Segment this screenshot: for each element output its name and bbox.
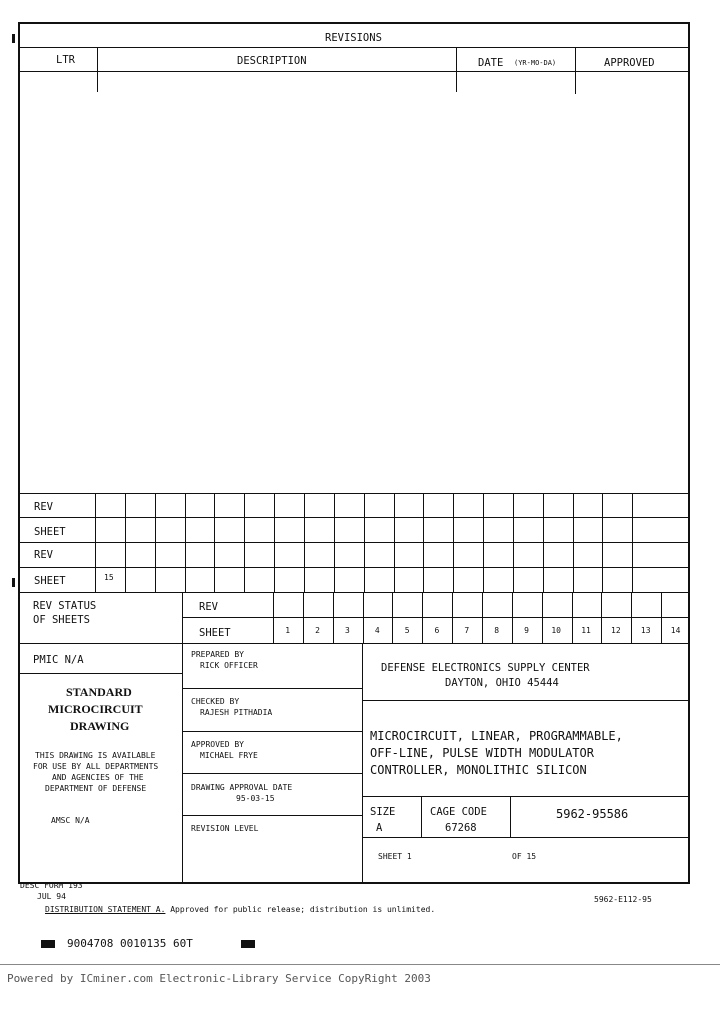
checked-bottom-line xyxy=(182,731,362,732)
standard-line1: STANDARD xyxy=(66,685,132,699)
title-bottom-line xyxy=(362,796,690,797)
rev-status-sheet-1: 1 xyxy=(285,626,291,635)
lower-grid-col-line-6 xyxy=(452,592,453,643)
form-reference: 5962-E112-95 xyxy=(594,895,652,904)
document-number: 5962-95586 xyxy=(556,807,629,821)
lower-grid-col-line-4 xyxy=(392,592,393,643)
rev-status-rev-label: REV xyxy=(199,601,218,613)
upper-grid-col-line-10 xyxy=(394,493,395,592)
revisions-title: REVISIONS xyxy=(325,32,382,44)
upper-grid-col-line-18 xyxy=(632,493,633,592)
upper-grid-row-line-3 xyxy=(20,567,690,568)
revisions-title-line xyxy=(20,47,690,48)
approval-date-bottom-line xyxy=(182,815,362,816)
title-line3: CONTROLLER, MONOLITHIC SILICON xyxy=(370,763,587,777)
revisions-col-description: DESCRIPTION xyxy=(237,55,307,67)
lower-grid-label-divider xyxy=(273,592,274,643)
approval-date-value: 95-03-15 xyxy=(236,794,275,803)
upper-grid-col-line-17 xyxy=(602,493,603,592)
barcode-block-right xyxy=(241,940,255,948)
mid-section-divider xyxy=(362,643,363,882)
approved-label: APPROVED BY xyxy=(191,740,244,749)
upper-grid-col-line-11 xyxy=(423,493,424,592)
size-label: SIZE xyxy=(370,806,396,818)
upper-grid-col-line-16 xyxy=(573,493,574,592)
revisions-col-approved: APPROVED xyxy=(604,57,655,69)
rev-status-sheet-12: 12 xyxy=(611,626,621,635)
rev-status-sheet-13: 13 xyxy=(640,626,651,635)
left-section-divider xyxy=(182,592,183,882)
upper-grid-col-line-12 xyxy=(453,493,454,592)
lower-grid-col-line-5 xyxy=(422,592,423,643)
grid-rev-label-1: REV xyxy=(34,501,53,513)
agency-line1: DEFENSE ELECTRONICS SUPPLY CENTER xyxy=(381,662,590,674)
rev-status-sheet-14: 14 xyxy=(670,626,681,635)
prepared-bottom-line xyxy=(182,688,362,689)
rev-status-sheet-7: 7 xyxy=(464,626,470,635)
lower-grid-col-line-7 xyxy=(482,592,483,643)
sheet-of: OF 15 xyxy=(512,852,537,861)
agency-bottom-line xyxy=(362,700,690,701)
upper-grid-row-line-4 xyxy=(20,592,690,593)
revisions-col-date: DATE xyxy=(478,57,504,69)
checked-name: RAJESH PITHADIA xyxy=(200,708,273,717)
upper-grid-col-line-4 xyxy=(214,493,215,592)
upper-grid-row-line-1 xyxy=(20,517,690,518)
distribution-text: Approved for public release; distribution is unlimited. xyxy=(165,905,436,914)
upper-grid-col-line-2 xyxy=(155,493,156,592)
size-cage-divider xyxy=(421,796,422,837)
rev-status-sheet-2: 2 xyxy=(315,626,320,635)
pmic-bottom-line xyxy=(20,673,182,674)
cage-value: 67268 xyxy=(445,822,477,834)
pmic-label: PMIC N/A xyxy=(33,654,84,666)
rev-status-sheet-11: 11 xyxy=(581,626,591,635)
revisions-header-line xyxy=(20,71,690,72)
rev-status-sheet-8: 8 xyxy=(494,626,500,635)
revision-level-label: REVISION LEVEL xyxy=(191,824,259,833)
rev-status-sheet-10: 10 xyxy=(551,626,561,635)
upper-grid-col-line-7 xyxy=(304,493,305,592)
avail-line3: AND AGENCIES OF THE xyxy=(52,773,144,782)
upper-grid-col-line-14 xyxy=(513,493,514,592)
lower-grid-col-line-11 xyxy=(601,592,602,643)
size-bottom-line xyxy=(362,837,690,838)
grid-sheet-15: 15 xyxy=(104,573,114,582)
form-number-line1: DESC FORM 193 xyxy=(20,881,83,890)
binder-mark-bottom xyxy=(12,578,15,587)
upper-grid-row-line-2 xyxy=(20,542,690,543)
rev-status-sheet-label: SHEET xyxy=(199,627,231,639)
revisions-col-line-1 xyxy=(97,47,98,92)
barcode-text: 9004708 0010135 60T xyxy=(67,937,193,950)
upper-grid-col-line-0 xyxy=(95,493,96,592)
rev-status-line2: OF SHEETS xyxy=(33,614,90,626)
upper-grid-col-line-9 xyxy=(364,493,365,592)
lower-grid-col-line-8 xyxy=(512,592,513,643)
lower-grid-mid-line xyxy=(182,617,690,618)
rev-status-sheet-9: 9 xyxy=(524,626,529,635)
pmic-top-line xyxy=(20,643,690,644)
footer-rule xyxy=(0,964,720,965)
lower-grid-col-line-3 xyxy=(363,592,364,643)
form-number-line2: JUL 94 xyxy=(37,892,66,901)
upper-grid-col-line-5 xyxy=(244,493,245,592)
approved-bottom-line xyxy=(182,773,362,774)
revisions-col-line-3 xyxy=(575,47,576,94)
rev-status-sheet-3: 3 xyxy=(345,626,350,635)
standard-line2: MICROCIRCUIT xyxy=(48,702,143,716)
upper-grid-row-line-0 xyxy=(20,493,690,494)
rev-status-line1: REV STATUS xyxy=(33,600,97,612)
lower-grid-col-line-13 xyxy=(661,592,662,643)
distribution-statement xyxy=(45,906,435,914)
prepared-label: PREPARED BY xyxy=(191,650,244,659)
cage-label: CAGE CODE xyxy=(430,806,487,818)
standard-line3: DRAWING xyxy=(70,719,130,733)
prepared-name: RICK OFFICER xyxy=(200,661,258,670)
cage-doc-divider xyxy=(510,796,511,837)
lower-grid-col-line-12 xyxy=(631,592,632,643)
upper-grid-col-line-15 xyxy=(543,493,544,592)
rev-status-sheet-5: 5 xyxy=(404,626,410,635)
rev-status-sheet-6: 6 xyxy=(434,626,440,635)
title-line2: OFF-LINE, PULSE WIDTH MODULATOR xyxy=(370,746,594,760)
avail-line4: DEPARTMENT OF DEFENSE xyxy=(45,784,147,793)
lower-grid-col-line-10 xyxy=(572,592,573,643)
amsc-label: AMSC N/A xyxy=(51,816,90,825)
barcode-block-left xyxy=(41,940,55,948)
upper-grid-col-line-3 xyxy=(185,493,186,592)
binder-mark-top xyxy=(12,34,15,43)
agency-line2: DAYTON, OHIO 45444 xyxy=(445,677,559,689)
upper-grid-col-line-13 xyxy=(483,493,484,592)
grid-rev-label-2: REV xyxy=(34,549,53,561)
grid-sheet-label-1: SHEET xyxy=(34,526,66,538)
upper-grid-col-line-6 xyxy=(274,493,275,592)
distribution-label: DISTRIBUTION STATEMENT A. xyxy=(45,905,166,914)
powered-by-text: Powered by ICminer.com Electronic-Library Service CopyRight 2003 xyxy=(7,972,431,985)
checked-label: CHECKED BY xyxy=(191,697,240,706)
avail-line2: FOR USE BY ALL DEPARTMENTS xyxy=(33,762,159,771)
grid-sheet-label-2: SHEET xyxy=(34,575,66,587)
upper-grid-col-line-8 xyxy=(334,493,335,592)
lower-grid-col-line-1 xyxy=(303,592,304,643)
lower-grid-col-line-2 xyxy=(333,592,334,643)
approved-name: MICHAEL FRYE xyxy=(200,751,258,760)
rev-status-sheet-4: 4 xyxy=(374,626,380,635)
title-line1: MICROCIRCUIT, LINEAR, PROGRAMMABLE, xyxy=(370,729,623,743)
lower-grid-col-line-9 xyxy=(542,592,543,643)
size-value: A xyxy=(376,822,383,834)
revisions-col-line-2 xyxy=(456,47,457,92)
sheet-number: SHEET 1 xyxy=(378,852,412,861)
upper-grid-col-line-1 xyxy=(125,493,126,592)
approval-date-label: DRAWING APPROVAL DATE xyxy=(191,783,293,792)
avail-line1: THIS DRAWING IS AVAILABLE xyxy=(35,751,156,760)
revisions-col-date-format: (YR-MO-DA) xyxy=(514,59,557,67)
revisions-col-ltr: LTR xyxy=(56,54,75,66)
